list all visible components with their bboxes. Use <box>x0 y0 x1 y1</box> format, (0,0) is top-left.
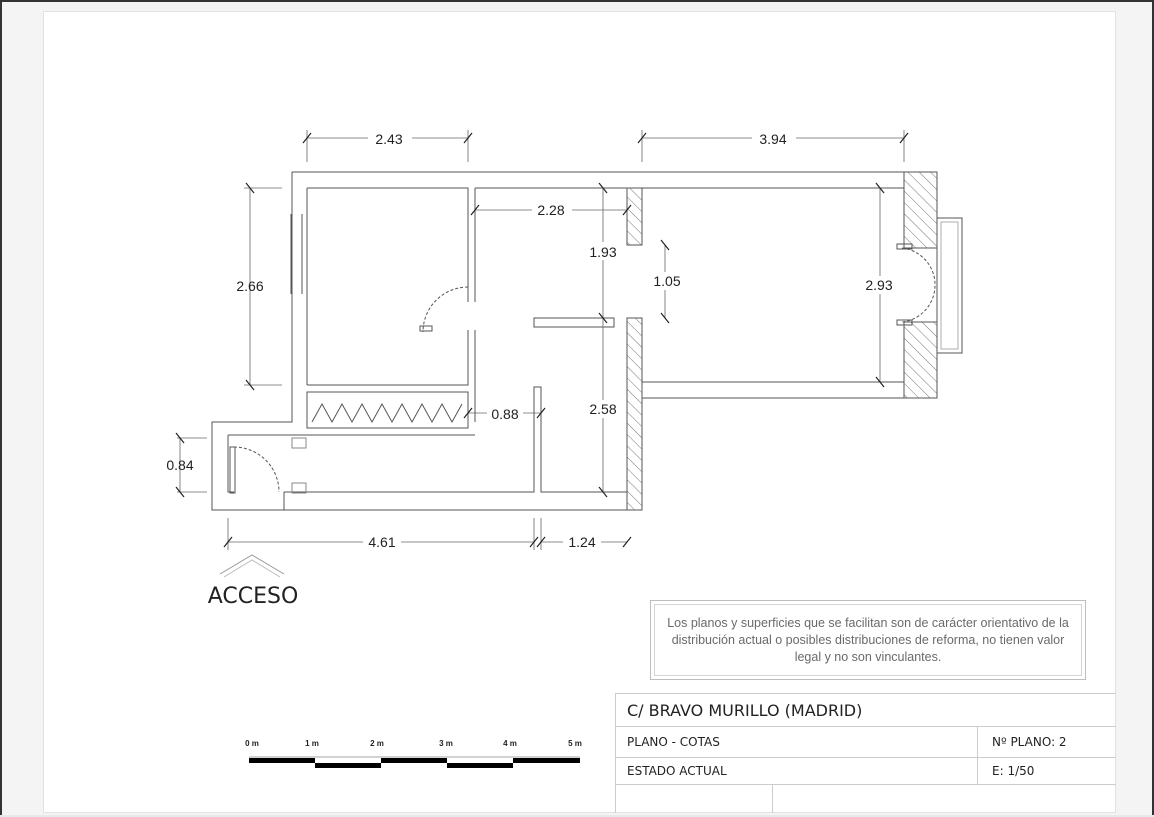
dim-closet-depth: 0.88 <box>491 406 519 422</box>
scale-label-3: 3 m <box>439 739 453 748</box>
dim-bottom-right: 1.24 <box>568 534 596 550</box>
plan-name: PLANO - COTAS <box>627 734 720 749</box>
title-divider <box>772 784 773 813</box>
title-row-state <box>616 757 1116 785</box>
scale-label-5: 5 m <box>568 739 582 748</box>
dim-living-height: 2.93 <box>865 277 893 293</box>
scale-label-2: 2 m <box>370 739 384 748</box>
access-marker <box>208 555 299 609</box>
scale-label-0: 0 m <box>245 739 259 748</box>
dim-hall-width: 2.28 <box>537 202 565 218</box>
dimension-ticks <box>176 133 908 547</box>
address-text: C/ BRAVO MURILLO (MADRID) <box>627 700 863 720</box>
dim-door-gap: 1.05 <box>653 273 681 289</box>
disclaimer-text: Los planos y superficies que se facilitan son de carácter orientativo de la distribución actual o posibles distribuciones de reforma, no tienen valor legal y no son vinculantes. <box>654 604 1082 676</box>
plan-number: Nº PLANO: 2 <box>992 734 1067 749</box>
dim-corridor-lower: 2.58 <box>589 401 617 417</box>
dim-bedroom-height: 2.66 <box>236 278 264 294</box>
dim-corridor-upper: 1.93 <box>589 244 617 260</box>
title-row-plan <box>616 726 1116 758</box>
disclaimer-note <box>650 600 1086 680</box>
doors <box>230 244 935 493</box>
title-divider <box>977 726 978 757</box>
dim-entry-width: 0.84 <box>166 457 194 473</box>
title-divider <box>977 757 978 784</box>
dim-top-right: 3.94 <box>759 131 787 147</box>
hatched-walls <box>627 172 962 510</box>
dim-bottom-left: 4.61 <box>368 534 396 550</box>
dim-top-left: 2.43 <box>375 131 403 147</box>
scale-label-4: 4 m <box>503 739 517 748</box>
title-row-address <box>616 694 1116 727</box>
title-block <box>615 693 1116 813</box>
plan-state: ESTADO ACTUAL <box>627 763 727 778</box>
scale-label-1: 1 m <box>305 739 319 748</box>
access-label: ACCESO <box>207 584 299 609</box>
scale-bar <box>245 739 582 768</box>
dimension-labels <box>166 129 898 551</box>
closet <box>307 392 468 428</box>
plan-scale: E: 1/50 <box>992 763 1035 778</box>
exterior-walls <box>212 172 937 510</box>
